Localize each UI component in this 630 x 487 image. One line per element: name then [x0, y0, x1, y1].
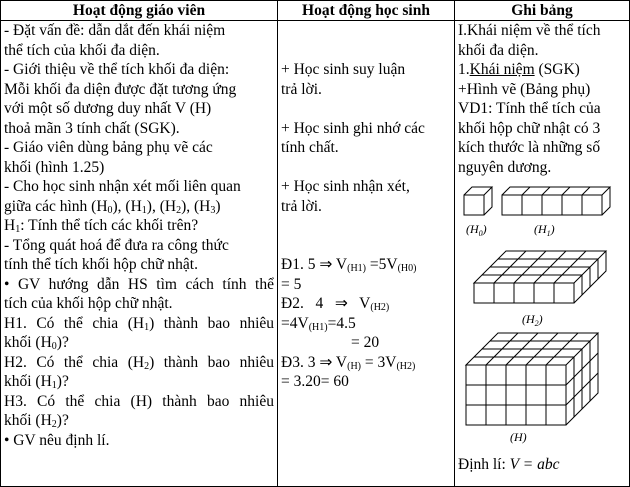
student-line: trả lời.: [281, 197, 322, 215]
cube-row-h1-icon: [502, 187, 610, 215]
teacher-question-h1-cont: khối $(H_0)$?: [4, 334, 69, 352]
cube-h0-icon: [464, 187, 492, 215]
teacher-question: $H_1$: Tính thể tích các khối trên?: [4, 217, 199, 235]
board-example: khối hộp chữ nhật có 3: [458, 119, 601, 137]
student-line: + Học sinh nhận xét,: [281, 178, 410, 195]
teacher-line: - Giới thiệu về thể tích khối đa diện:: [4, 61, 230, 78]
teacher-line: • GV hướng dẫn HS tìm cách tính thể: [4, 275, 274, 293]
teacher-line: khối (hình 1.25): [4, 158, 105, 176]
content-row: [1, 21, 630, 487]
answer-d3-cont: = 3.20= 60: [281, 373, 349, 390]
board-section-title: I.Khái niệm về thể tích: [458, 22, 601, 39]
board-example: kích thước là những số: [458, 139, 601, 156]
student-line: + Học sinh suy luận: [281, 61, 406, 78]
header-row: [1, 1, 630, 21]
slab-h2-icon: [474, 251, 606, 303]
teacher-question-h1: H1. Có thể chia $(H_1)$ thành bao nhiêu: [4, 314, 275, 333]
teacher-line: - Giáo viên dùng bảng phụ vẽ các: [4, 139, 213, 156]
block-h-icon: [466, 333, 598, 425]
answer-d1: Đ1. 5 ⇒ $V_{(H1)} =5V_{(H0)}$: [281, 256, 417, 274]
teacher-line: tích của khối hộp chữ nhật.: [4, 295, 173, 312]
teacher-line: - Cho học sinh nhận xét mối liên quan: [4, 178, 241, 195]
answer-d2: Đ2. 4 ⇒ $V_{(H2)}$: [281, 295, 390, 313]
teacher-question-h3-cont: khối $(H_2)$?: [4, 412, 69, 430]
board-line: +Hình vẽ (Bảng phụ): [458, 80, 591, 98]
student-line: + Học sinh ghi nhớ các: [281, 119, 425, 137]
student-line: trả lời.: [281, 80, 322, 98]
header-teacher: Hoạt động giáo viên: [1, 1, 278, 21]
label-h: (H): [510, 430, 527, 444]
teacher-line: thể tích của khối đa diện.: [4, 41, 160, 59]
teacher-line: thoả mãn 3 tính chất (SGK).: [4, 119, 180, 137]
answer-d3: Đ3. 3 ⇒ $V_{(H)} = 3V_{(H2)}$: [281, 353, 416, 372]
board-example: VD1: Tính thể tích của: [458, 100, 601, 117]
teacher-line: - Tổng quát hoá để đưa ra công thức: [4, 236, 229, 254]
cube-figures-diagram: [462, 179, 626, 455]
theorem-volume: Định lí: V = abc: [458, 456, 560, 473]
teacher-question-h2: H2. Có thể chia $(H_2)$ thành bao nhiêu: [4, 353, 275, 372]
label-h1: $(H_1)$: [534, 222, 555, 238]
answer-d2-result: = 20: [351, 334, 380, 351]
teacher-line: Mỗi khối đa diện được đặt tương ứng: [4, 80, 237, 98]
teacher-activity-cell: [1, 21, 278, 487]
teacher-question-h2-cont: khối $(H_1)$?: [4, 373, 69, 391]
board-example: nguyên dương.: [458, 158, 552, 176]
header-student: Hoạt động học sinh: [278, 1, 455, 21]
header-board: Ghi bảng: [455, 1, 630, 21]
student-line: tính chất.: [281, 139, 339, 156]
teacher-line: - Đặt vấn đề: dẫn dắt đến khái niệm: [4, 22, 226, 39]
answer-d1-cont: = 5: [281, 275, 302, 293]
student-activity-cell: [278, 21, 455, 487]
teacher-line: • GV nêu định lí.: [4, 431, 110, 449]
teacher-line: với một số dương duy nhất V (H): [4, 100, 212, 117]
board-concept: 1.Khái niệm (SGK): [458, 61, 580, 78]
board-cell: [455, 21, 630, 487]
teacher-line: tính thể tích khối hộp chữ nhật.: [4, 256, 198, 273]
label-h2: $(H_2)$: [522, 312, 543, 328]
board-section-title-cont: khối đa diện.: [458, 41, 539, 59]
teacher-line: giữa các hình $(H_0)$, $(H_1)$, $(H_2)$, $(H_3)$: [4, 197, 221, 216]
teacher-question-h3: H3. Có thể chia (H) thành bao nhiêu: [4, 392, 274, 410]
label-h0: $(H_0)$: [466, 222, 487, 238]
answer-d2-cont: $=4V_{(H1)}=4.5$: [281, 314, 356, 333]
